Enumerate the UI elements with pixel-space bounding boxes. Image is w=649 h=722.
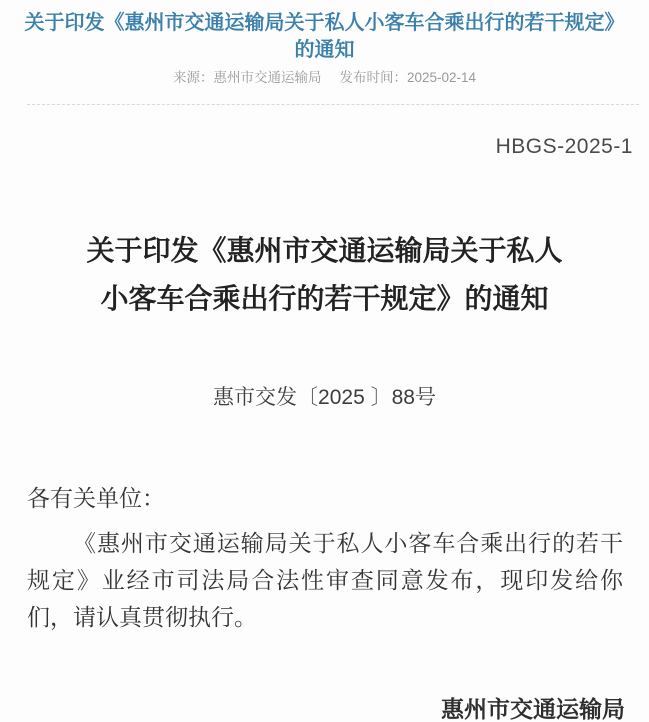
document-ref-code: HBGS-2025-1 <box>495 135 633 158</box>
body-paragraph: 《惠州市交通运输局关于私人小客车合乘出行的若干规定》业经市司法局合法性审查同意发布，现印发给你们，请认真贯彻执行。 <box>27 530 623 630</box>
article-meta <box>0 69 649 87</box>
document-title-line-1: 关于印发《惠州市交通运输局关于私人 <box>86 235 563 266</box>
source-label: 来源： <box>172 70 214 85</box>
article-title-line-1: 关于印发《惠州市交通运输局关于私人小客车合乘出行的若干规定》 <box>24 12 625 34</box>
header-divider <box>27 104 639 105</box>
source-value: 惠州市交通运输局 <box>213 70 322 85</box>
publish-time-label: 发布时间： <box>339 70 407 85</box>
issuer-signature: 惠州市交通运输局 <box>441 696 625 722</box>
document-number: 惠市交发〔2025 〕88号 <box>213 386 436 409</box>
publish-time-value: 2025-02-14 <box>406 70 477 85</box>
article-title <box>0 10 649 64</box>
salutation: 各有关单位： <box>27 485 165 511</box>
official-document <box>0 135 649 722</box>
article-header <box>0 0 649 105</box>
document-title <box>0 227 649 323</box>
document-title-line-2: 小客车合乘出行的若干规定》的通知 <box>100 283 549 314</box>
article-title-line-2: 的通知 <box>294 39 355 61</box>
